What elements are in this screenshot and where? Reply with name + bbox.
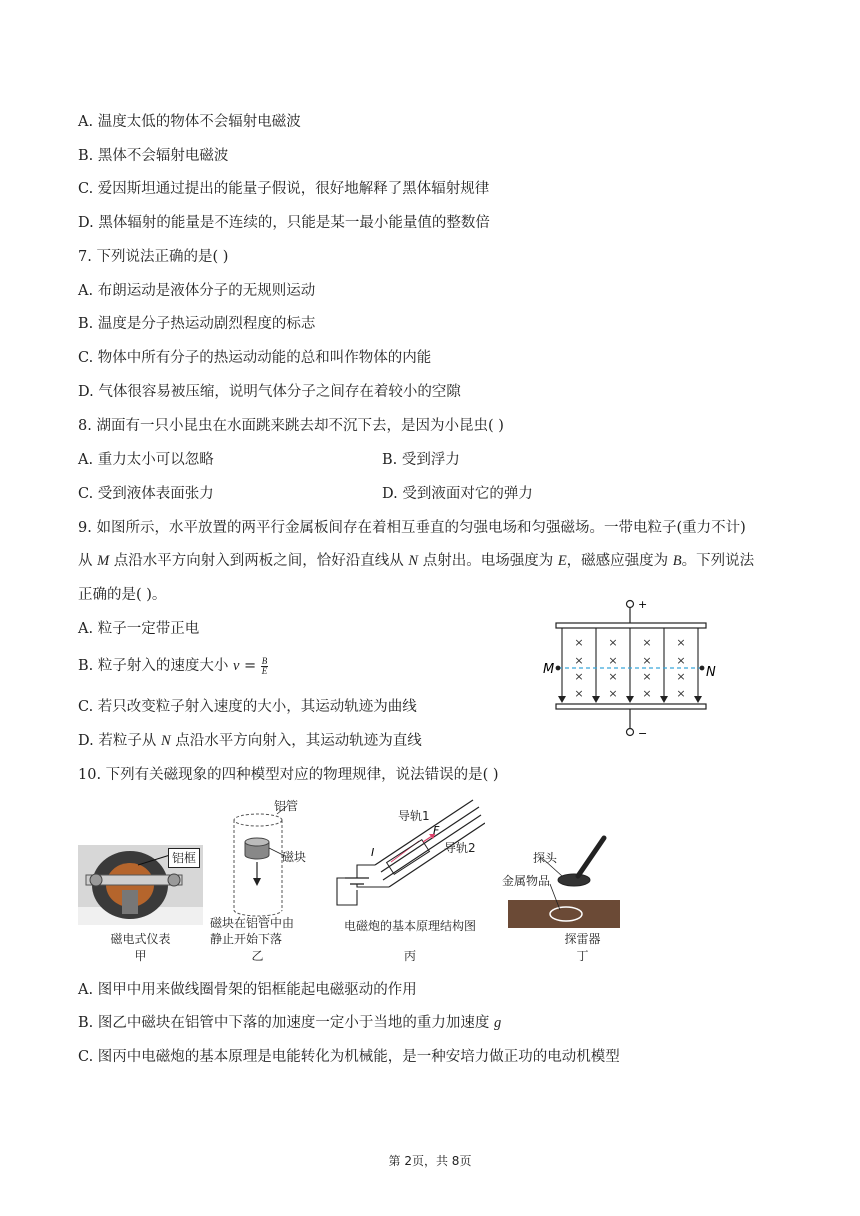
force-label: F xyxy=(433,824,440,837)
q9-option-d: D. 若粒子从 N 点沿水平方向射入，其运动轨迹为直线 xyxy=(78,733,422,749)
symbol-n: N xyxy=(408,553,419,569)
q9-option-a: A. 粒子一定带正电 xyxy=(78,621,200,637)
current-label: I xyxy=(371,846,375,859)
metal-object-label: 金属物品 xyxy=(502,874,551,888)
probe-label: 探头 xyxy=(533,851,558,865)
q8-option-c: C. 受到液体表面张力 xyxy=(78,486,214,502)
parallel-plates-figure xyxy=(540,596,720,741)
fig-jia-caption: 磁电式仪表 xyxy=(110,932,171,946)
q7-option-b: B. 温度是分子热运动剧烈程度的标志 xyxy=(78,316,316,332)
rail1-label: 导轨1 xyxy=(398,809,430,823)
q10-option-a: A. 图甲中用来做线圈骨架的铝框能起电磁驱动的作用 xyxy=(78,982,417,998)
plus-label: + xyxy=(638,598,648,611)
top-plate xyxy=(556,623,706,628)
fig-yi-label: 乙 xyxy=(251,949,264,963)
page-footer: 第 2页，共 8页 xyxy=(388,1154,472,1168)
svg-text:×: × xyxy=(642,687,652,700)
magnet-label: 磁块 xyxy=(282,850,307,864)
q8-option-d: D. 受到液面对它的弹力 xyxy=(382,486,533,502)
svg-text:×: × xyxy=(676,670,686,683)
q7-option-d: D. 气体很容易被压缩，说明气体分子之间存在着较小的空隙 xyxy=(78,384,461,400)
svg-text:×: × xyxy=(642,654,652,667)
svg-text:×: × xyxy=(574,636,584,649)
symbol-b: B xyxy=(672,553,682,569)
point-n-label: N xyxy=(706,665,716,680)
svg-text:×: × xyxy=(676,654,686,667)
bottom-plate xyxy=(556,704,706,709)
svg-text:×: × xyxy=(642,636,652,649)
q8-option-b: B. 受到浮力 xyxy=(382,452,460,468)
q7-option-c: C. 物体中所有分子的热运动动能的总和叫作物体的内能 xyxy=(78,350,432,366)
svg-text:×: × xyxy=(676,687,686,700)
q7-option-a: A. 布朗运动是液体分子的无规则运动 xyxy=(78,283,316,299)
tube-label: 铝管 xyxy=(274,799,299,813)
svg-text:×: × xyxy=(608,636,618,649)
symbol-m: M xyxy=(97,553,110,569)
q10-stem: 10. 下列有关磁现象的四种模型对应的物理规律，说法错误的是( ) xyxy=(78,767,499,783)
fig-jia-label: 甲 xyxy=(134,949,147,963)
svg-text:×: × xyxy=(642,670,652,683)
q8-option-a: A. 重力太小可以忽略 xyxy=(78,452,214,468)
q6-option-c: C. 爱因斯坦通过提出的能量子假说，很好地解释了黑体辐射规律 xyxy=(78,181,490,197)
svg-text:×: × xyxy=(608,687,618,700)
q9-option-c: C. 若只改变粒子射入速度的大小，其运动轨迹为曲线 xyxy=(78,699,417,715)
svg-text:×: × xyxy=(676,636,686,649)
q6-option-d: D. 黑体辐射的能量是不连续的，只能是某一最小能量值的整数倍 xyxy=(78,215,490,231)
fig-bing-label: 丙 xyxy=(403,949,416,963)
fig-ding-label: 丁 xyxy=(576,949,589,963)
fig-yi-caption-1: 磁块在铝管中由 xyxy=(210,916,295,930)
q7-stem: 7. 下列说法正确的是( ) xyxy=(78,249,229,265)
q9-stem-line-2: 从 M 点沿水平方向射入到两板之间，恰好沿直线从 N 点射出。电场强度为 E，磁感应强度为 B。下列说法 xyxy=(78,553,755,569)
point-m-label: M xyxy=(543,662,555,677)
minus-label: − xyxy=(638,727,648,740)
q10-option-b: B. 图乙中磁块在铝管中下落的加速度一定小于当地的重力加速度 g xyxy=(78,1015,502,1031)
svg-text:×: × xyxy=(574,670,584,683)
q10-option-c: C. 图丙中电磁炮的基本原理是电能转化为机械能，是一种安培力做正功的电动机模型 xyxy=(78,1049,620,1065)
velocity-fraction: $\frac{B}{E}$ xyxy=(261,655,268,676)
fig-bing-caption: 电磁炮的基本原理结构图 xyxy=(343,919,476,933)
svg-text:×: × xyxy=(608,670,618,683)
fig-yi-caption-2: 静止开始下落 xyxy=(210,932,283,946)
q6-option-b: B. 黑体不会辐射电磁波 xyxy=(78,148,229,164)
q9-option-b: B. 粒子射入的速度大小 v = $\frac{B}{E}$ xyxy=(78,655,268,676)
symbol-e: E xyxy=(557,553,567,569)
aluminum-frame-tag: 铝框 xyxy=(168,848,200,868)
q9-stem-line-3: 正确的是( )。 xyxy=(78,587,167,603)
q9-stem-line-1: 9. 如图所示，水平放置的两平行金属板间存在着相互垂直的匀强电场和匀强磁场。一带电粒子(重力不计) xyxy=(78,520,746,536)
svg-text:×: × xyxy=(608,654,618,667)
q8-stem: 8. 湖面有一只小昆虫在水面跳来跳去却不沉下去，是因为小昆虫( ) xyxy=(78,418,504,434)
svg-text:×: × xyxy=(574,654,584,667)
svg-text:×: × xyxy=(574,687,584,700)
q6-option-a: A. 温度太低的物体不会辐射电磁波 xyxy=(78,114,301,130)
rail2-label: 导轨2 xyxy=(444,841,476,855)
fig-ding-caption: 探雷器 xyxy=(564,932,601,946)
